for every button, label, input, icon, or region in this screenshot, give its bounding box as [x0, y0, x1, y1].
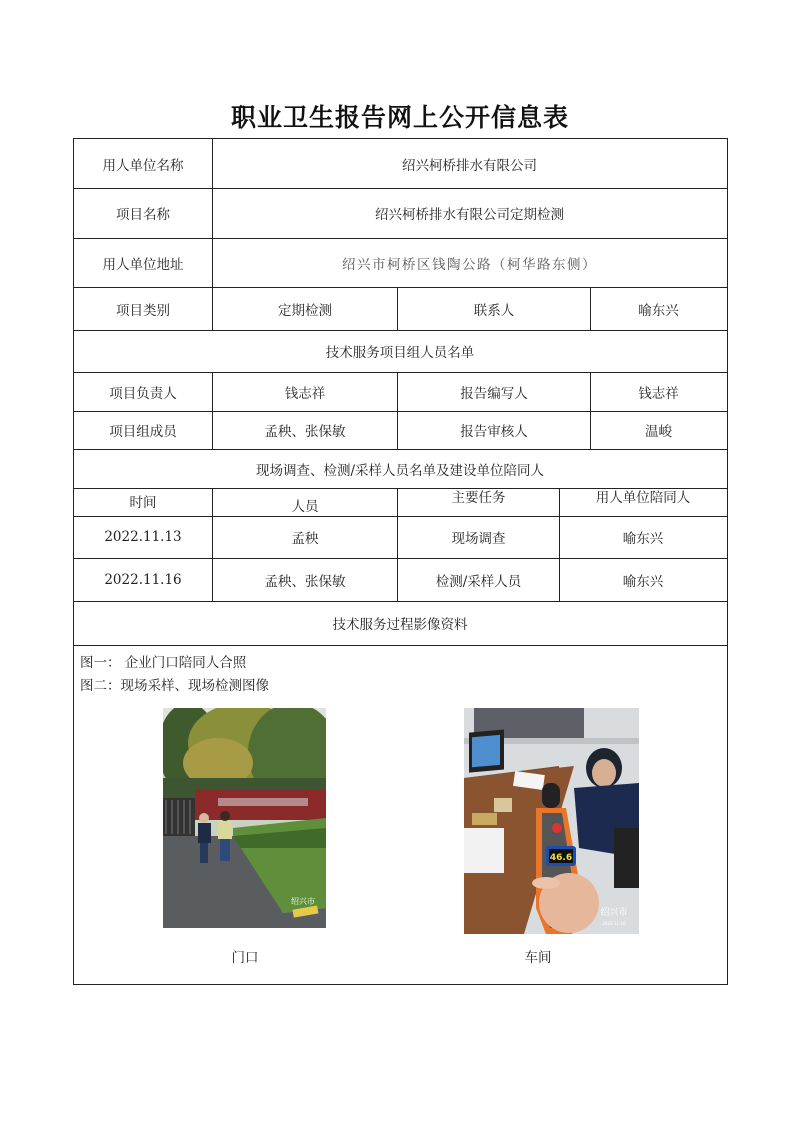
- members-value: 孟秧、张保敏: [264, 424, 346, 440]
- photo-date: 2022-11-16: [602, 921, 626, 926]
- row-2-person: 孟秧、张保敏: [264, 573, 346, 590]
- leader-value: 钱志祥: [284, 385, 326, 402]
- row-2-time: 2022.11.16: [104, 571, 182, 588]
- watermark-text: 绍兴市: [600, 908, 628, 918]
- reviewer-value: 温峻: [645, 424, 672, 440]
- leader-label: 项目负责人: [109, 385, 177, 402]
- workshop-photo-image: [464, 708, 639, 934]
- caption-figure-2: 图二：现场采样、现场检测图像: [80, 678, 269, 694]
- meter-reading: 46.6: [549, 853, 573, 863]
- employer-name-label: 用人单位名称: [102, 157, 184, 174]
- project-type-value: 定期检测: [278, 302, 332, 319]
- row-2-escort: 喻东兴: [622, 573, 664, 590]
- header-time: 时间: [129, 495, 157, 511]
- employer-address-value: 绍兴市柯桥区钱陶公路（柯华路东侧）: [342, 256, 597, 273]
- row-1-time: 2022.11.13: [104, 529, 182, 545]
- row-divider: [74, 645, 727, 646]
- project-name-value: 绍兴柯桥排水有限公司定期检测: [375, 207, 564, 223]
- reviewer-label: 报告审核人: [460, 424, 528, 440]
- header-task: 主要任务: [451, 490, 506, 506]
- page-title: 职业卫生报告网上公开信息表: [230, 103, 569, 132]
- contact-value: 喻东兴: [638, 302, 679, 319]
- images-section-title: 技术服务过程影像资料: [332, 617, 468, 633]
- header-escort: 用人单位陪同人: [595, 490, 691, 506]
- team-section-title: 技术服务项目组人员名单: [325, 345, 475, 361]
- photo-workshop-label: 车间: [524, 950, 552, 966]
- row-1-task: 现场调查: [451, 531, 506, 547]
- writer-value: 钱志祥: [638, 385, 679, 402]
- project-type-label: 项目类别: [116, 302, 170, 319]
- row-1-escort: 喻东兴: [622, 531, 664, 547]
- row-2-task: 检测/采样人员: [435, 573, 522, 590]
- watermark-text: 绍兴市: [291, 897, 315, 906]
- photo-workshop: [464, 708, 639, 934]
- employer-name-value: 绍兴柯桥排水有限公司: [402, 157, 537, 174]
- photo-gate-label: 门口: [231, 950, 259, 966]
- contact-label: 联系人: [473, 302, 515, 319]
- writer-label: 报告编写人: [460, 385, 528, 402]
- employer-address-label: 用人单位地址: [102, 256, 184, 273]
- row-1-person: 孟秧: [291, 531, 319, 547]
- project-name-label: 项目名称: [116, 207, 170, 223]
- caption-figure-1: 图一： 企业门口陪同人合照: [80, 655, 247, 671]
- field-survey-section-title: 现场调查、检测/采样人员名单及建设单位陪同人: [255, 462, 545, 479]
- photo-gate: [163, 708, 326, 928]
- gate-photo-image: [163, 708, 326, 928]
- header-person: 人员: [291, 499, 319, 515]
- info-table: [73, 138, 728, 985]
- members-label: 项目组成员: [109, 424, 177, 440]
